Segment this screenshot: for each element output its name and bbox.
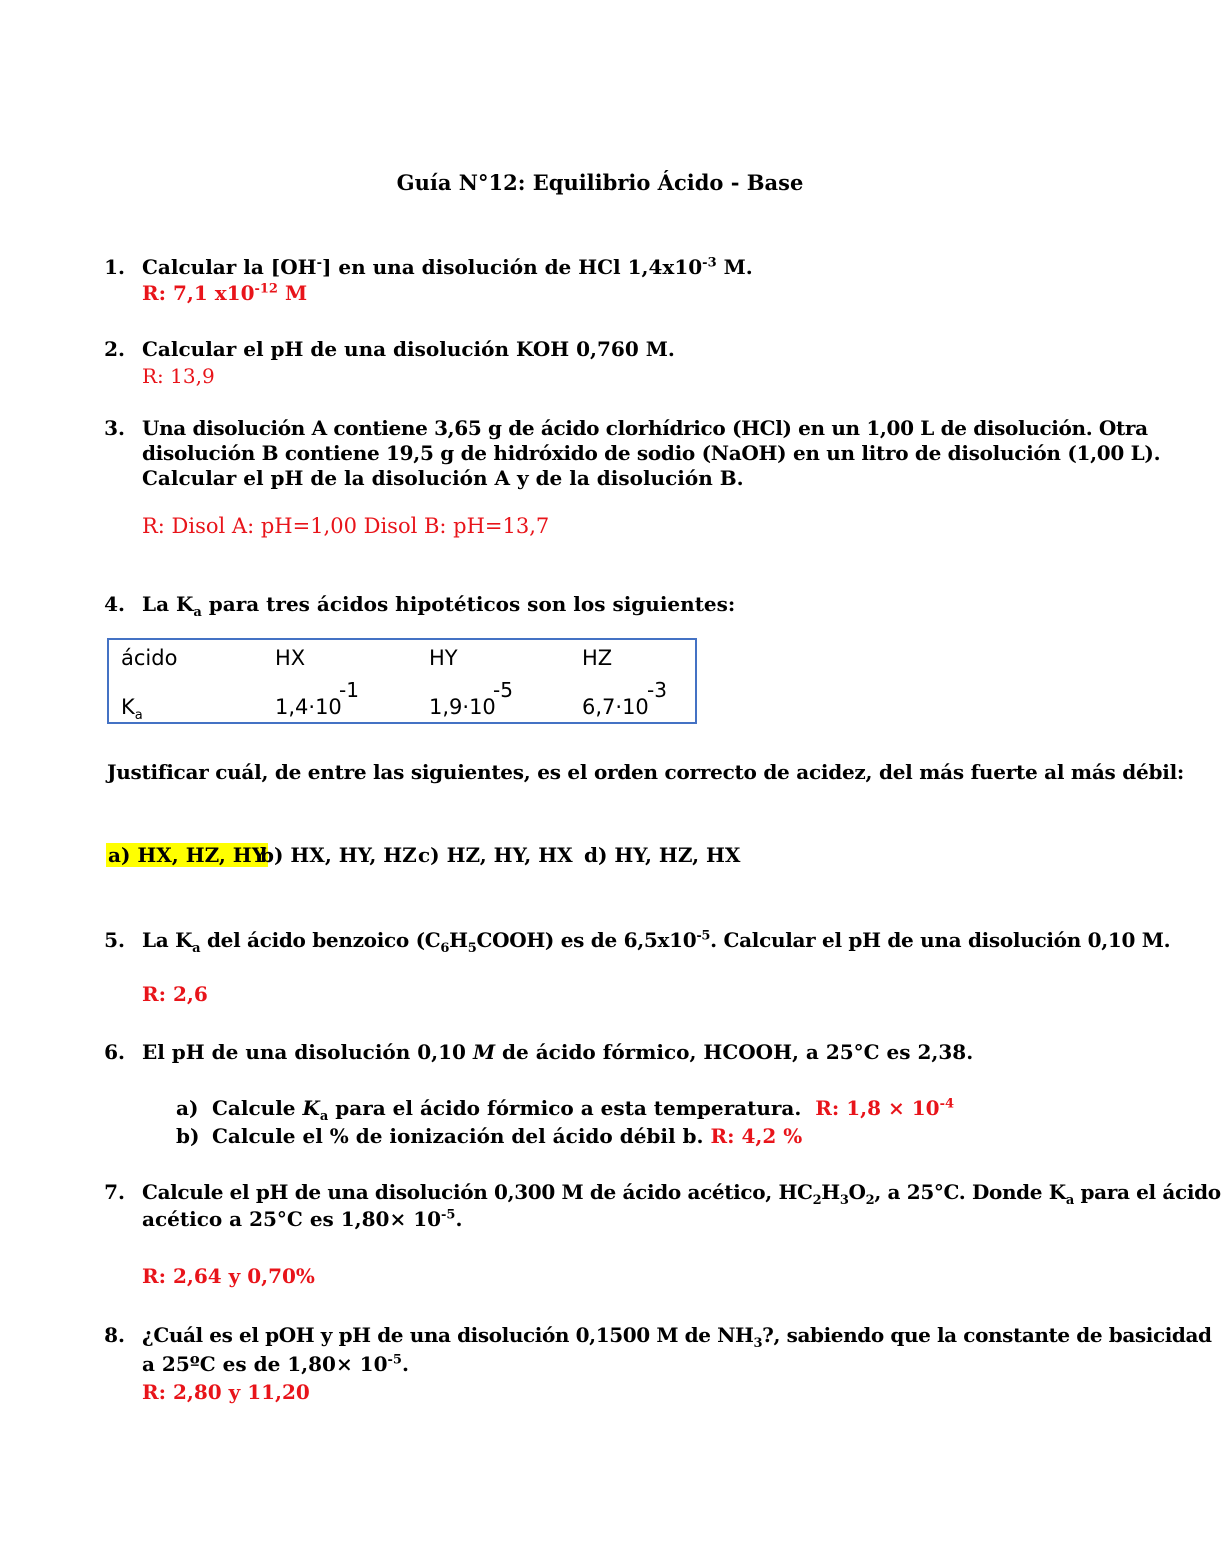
q1-number: 1. (104, 255, 125, 279)
page-title: Guía N°12: Equilibrio Ácido - Base (396, 170, 804, 195)
q3-line3: Calcular el pH de la disolución A y de la disolución B. (142, 466, 744, 490)
q7-answer: R: 2,64 y 0,70% (142, 1264, 315, 1288)
q4-option-b: b) HX, HY, HZ (260, 843, 417, 867)
table-cell-hx-exp: -1 (339, 678, 359, 702)
q4-number: 4. (104, 592, 125, 616)
table-header-hz: HZ (582, 646, 613, 670)
table-cell-hz: 6,7·10 (582, 695, 649, 719)
q6-sub-a: Calcule $K_a$ para el ácido fórmico a esta temperatura. R: $1,8 \times 10^{-4}$ (212, 1096, 955, 1124)
q4-option-d: d) HY, HZ, HX (584, 843, 741, 867)
q8-line1: ¿Cuál es el pOH y pH de una disolución 0,1500 M de $NH_3$?, sabiendo que la constante de basicidad (142, 1323, 1212, 1351)
q5-answer: R: 2,6 (142, 982, 208, 1006)
q2-answer: R: 13,9 (142, 364, 215, 388)
q3-line2: disolución B contiene 19,5 g de hidróxido de sodio (NaOH) en un litro de disolución (1,00 L). (142, 441, 1161, 465)
q6-text: El pH de una disolución 0,10 M de ácido fórmico, HCOOH, a 25°C es 2,38. (142, 1040, 974, 1064)
q1-answer: R: 7,1 $x10^{-12}$ M (142, 281, 308, 305)
q6-sub-b-label: b) (176, 1124, 200, 1148)
q4-option-a: a) HX, HZ, HY (108, 843, 266, 867)
table-cell-hx: 1,4·10 (275, 695, 342, 719)
table-header-acid: ácido (121, 646, 178, 670)
q8-line2: a 25ºC es de $1,80\times 10^{-5}$. (142, 1352, 409, 1376)
q7-number: 7. (104, 1180, 125, 1204)
q4-option-c: c) HZ, HY, HX (418, 843, 573, 867)
q4-question: Justificar cuál, de entre las siguientes, es el orden correcto de acidez, del más fuerte al más débil: (107, 760, 1185, 784)
table-cell-hy-exp: -5 (493, 678, 513, 702)
q6-sub-a-answer: R: $1,8 \times 10^{-4}$ (815, 1096, 955, 1120)
q2-text: Calcular el pH de una disolución KOH 0,760 M. (142, 337, 675, 361)
table-header-hx: HX (275, 646, 306, 670)
table-cell-hz-exp: -3 (647, 678, 667, 702)
q7-line2: acético a 25°C es $1,80\times 10^{-5}$. (142, 1207, 463, 1231)
q6-sub-a-label: a) (176, 1096, 199, 1120)
q8-answer: R: 2,80 y 11,20 (142, 1380, 310, 1404)
q1-text: Calcular la [OH-] en una disolución de HCl $1,4x10^{-3}$ M. (142, 255, 753, 279)
q6-sub-b-answer: R: 4,2 % (710, 1124, 803, 1148)
q6-number: 6. (104, 1040, 125, 1064)
q4-text: La $K_a$ para tres ácidos hipotéticos son los siguientes: (142, 592, 736, 620)
table-row-label: $K_a$ (121, 695, 143, 724)
q8-number: 8. (104, 1323, 125, 1347)
q3-answer: R: Disol A: pH=1,00 Disol B: pH=13,7 (142, 514, 550, 538)
q5-text: La $K_a$ del ácido benzoico $(C_6H_5COOH)$ es de $6,5x10^{-5}$. Calcular el pH de una disolución 0,10 M. (142, 928, 1171, 956)
q3-number: 3. (104, 416, 125, 440)
table-cell-hy: 1,9·10 (429, 695, 496, 719)
q2-number: 2. (104, 337, 125, 361)
q7-line1: Calcule el pH de una disolución 0,300 M de ácido acético, $HC_2H_3O_2$, a 25°C. Donde $K_a$ para el ácido (142, 1180, 1221, 1208)
q6-sub-b: Calcule el % de ionización del ácido débil b. R: 4,2 % (212, 1124, 803, 1148)
q3-line1: Una disolución A contiene 3,65 g de ácido clorhídrico (HCl) en un 1,00 L de disolución. Otra (142, 416, 1148, 440)
q5-number: 5. (104, 928, 125, 952)
table-header-hy: HY (429, 646, 458, 670)
ka-table (107, 638, 697, 724)
